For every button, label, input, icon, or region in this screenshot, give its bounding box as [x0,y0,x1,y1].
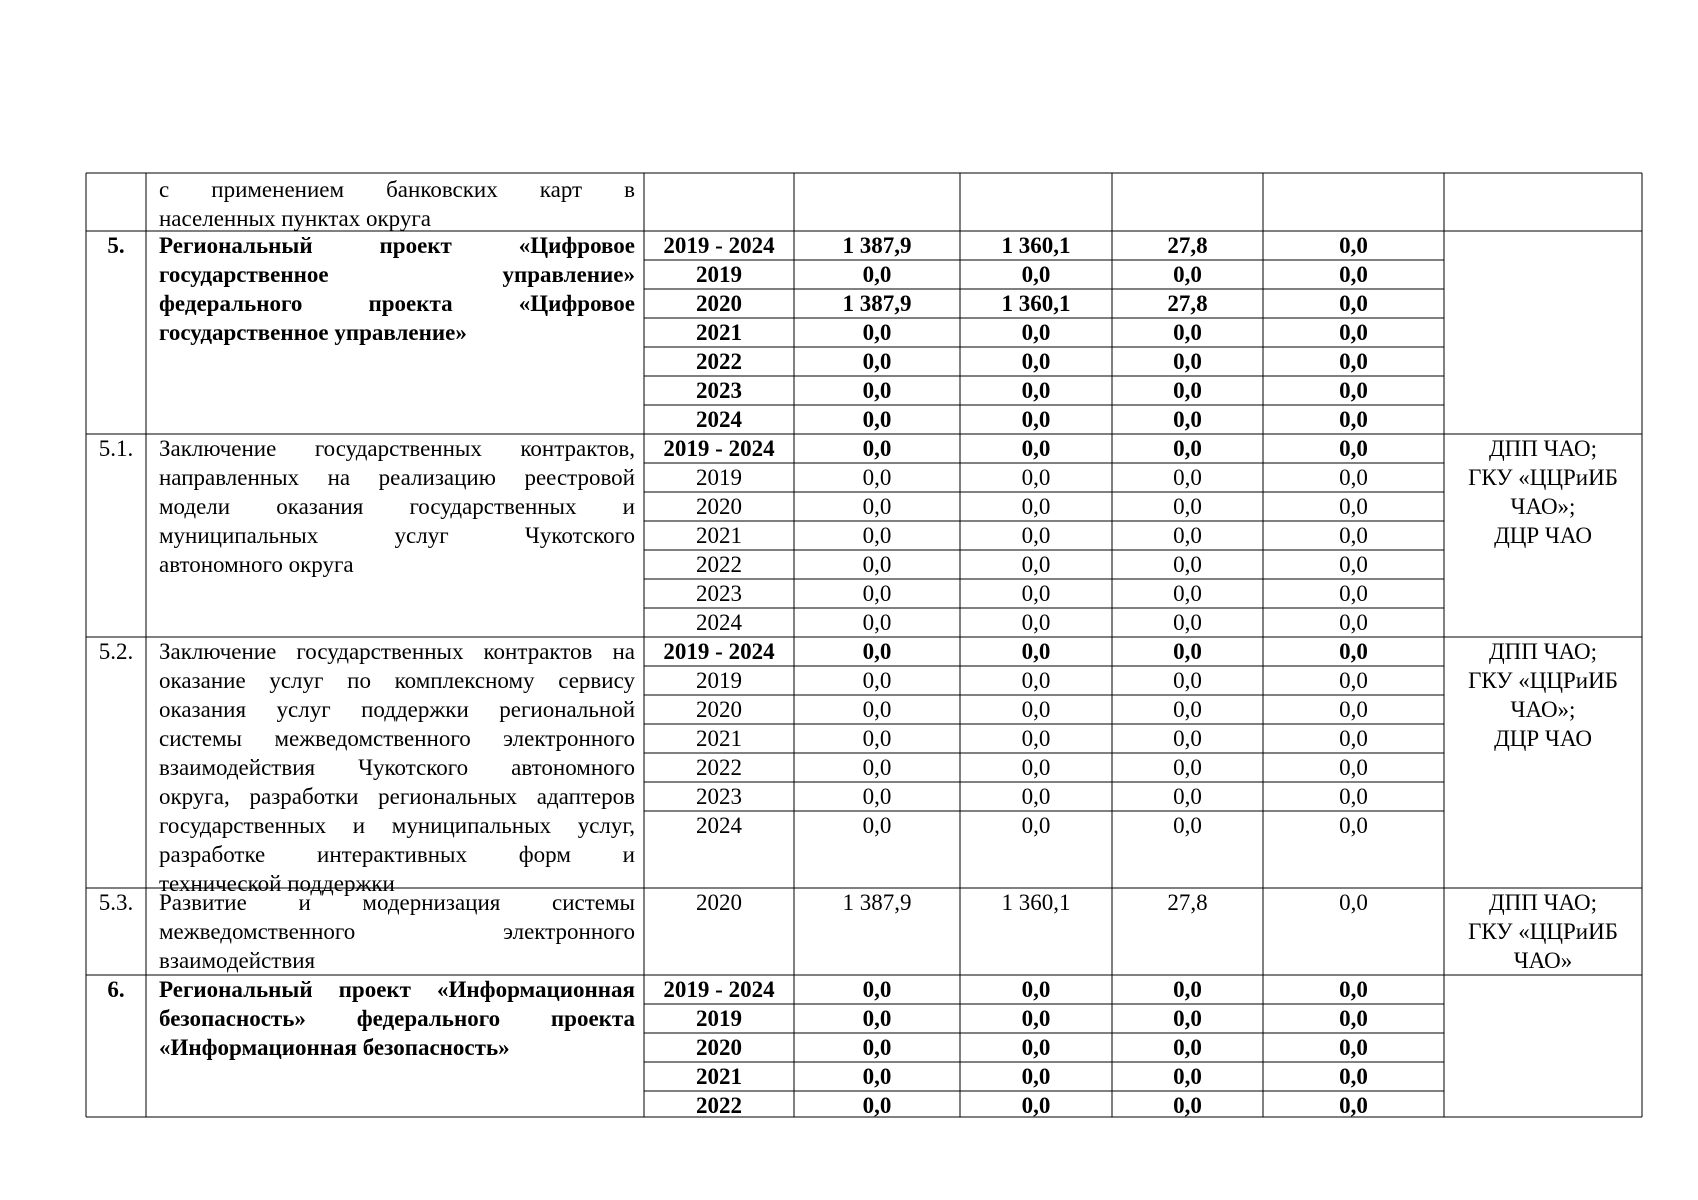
value-cell: 0,0 [1173,436,1202,461]
value-cell: 0,0 [1339,378,1368,403]
description-line: разработке интерактивных форм и [159,842,635,867]
description-line: муниципальных услуг Чукотского [159,523,635,548]
year-cell: 2020 [696,697,742,722]
value-cell: 0,0 [862,581,892,606]
value-cell: 0,0 [1021,668,1051,693]
executor-line: ЧАО»; [1510,697,1576,722]
description-line: населенных пунктах округа [159,206,432,231]
value-cell: 0,0 [1021,755,1051,780]
value-cell: 0,0 [862,1064,892,1089]
value-cell: 0,0 [1173,1064,1202,1089]
year-cell: 2022 [696,552,742,577]
value-cell: 0,0 [1021,581,1051,606]
value-cell: 0,0 [1339,639,1368,664]
description-line: модели оказания государственных и [159,494,635,519]
value-cell: 0,0 [1173,697,1202,722]
executor-line: ГКУ «ЦЦРиИБ [1468,919,1618,944]
value-cell: 0,0 [1173,813,1202,838]
value-cell: 0,0 [1339,494,1368,519]
value-cell: 1 387,9 [842,233,912,258]
executor-line: ДПП ЧАО; [1488,890,1598,915]
executor-line: ДПП ЧАО; [1488,639,1598,664]
value-cell: 0,0 [862,552,892,577]
value-cell: 0,0 [862,320,892,345]
year-cell: 2024 [696,407,742,432]
value-cell: 0,0 [1339,890,1368,915]
value-cell: 0,0 [1173,1035,1202,1060]
value-cell: 0,0 [1339,1035,1368,1060]
executor-line: ДЦР ЧАО [1494,523,1592,548]
value-cell: 27,8 [1167,233,1208,258]
year-cell: 2023 [696,581,742,606]
description-line: оказания услуг поддержки региональной [159,697,635,722]
value-cell: 0,0 [1021,378,1051,403]
value-cell: 0,0 [1339,1006,1368,1031]
value-cell: 1 360,1 [1001,890,1071,915]
value-cell: 0,0 [862,1035,892,1060]
year-cell: 2019 - 2024 [663,233,775,258]
value-cell: 0,0 [862,755,892,780]
value-cell: 0,0 [1173,755,1202,780]
value-cell: 0,0 [1173,784,1202,809]
value-cell: 0,0 [1021,494,1051,519]
description-line: с применением банковских карт в [159,177,635,202]
value-cell: 0,0 [1339,262,1368,287]
value-cell: 0,0 [1339,523,1368,548]
value-cell: 0,0 [1021,1006,1051,1031]
value-cell: 0,0 [862,436,892,461]
year-cell: 2019 - 2024 [663,436,775,461]
value-cell: 0,0 [1021,610,1051,635]
executor-line: ГКУ «ЦЦРиИБ [1468,668,1618,693]
value-cell: 0,0 [1173,262,1202,287]
description-line: Заключение государственных контрактов, [159,436,635,461]
description-line: Заключение государственных контрактов на [159,639,635,664]
value-cell: 0,0 [1173,1093,1202,1118]
value-cell: 1 387,9 [842,291,912,316]
value-cell: 0,0 [862,494,892,519]
description-line: государственное управление» [159,320,467,345]
year-cell: 2023 [696,784,742,809]
value-cell: 0,0 [1021,262,1051,287]
row-number: 5.2. [98,639,134,664]
value-cell: 0,0 [1021,977,1051,1002]
value-cell: 0,0 [1339,581,1368,606]
value-cell: 0,0 [1339,320,1368,345]
value-cell: 0,0 [862,639,892,664]
year-cell: 2022 [696,755,742,780]
value-cell: 0,0 [1173,552,1202,577]
value-cell: 0,0 [1339,697,1368,722]
year-cell: 2021 [696,1064,742,1089]
value-cell: 0,0 [1173,349,1202,374]
value-cell: 0,0 [862,349,892,374]
executor-line: ДПП ЧАО; [1488,436,1598,461]
value-cell: 0,0 [862,668,892,693]
value-cell: 0,0 [1173,726,1202,751]
value-cell: 0,0 [1173,581,1202,606]
value-cell: 0,0 [1021,1093,1051,1118]
value-cell: 0,0 [1021,436,1051,461]
executor-line: ДЦР ЧАО [1494,726,1592,751]
value-cell: 0,0 [1021,1064,1051,1089]
year-cell: 2020 [696,890,742,915]
value-cell: 0,0 [862,465,892,490]
description-line: округа, разработки региональных адаптеров [159,784,635,809]
value-cell: 0,0 [862,262,892,287]
value-cell: 0,0 [1173,1006,1202,1031]
value-cell: 0,0 [1021,407,1051,432]
year-cell: 2023 [696,378,742,403]
value-cell: 0,0 [1339,291,1368,316]
value-cell: 0,0 [1173,378,1202,403]
description-line: системы межведомственного электронного [159,726,635,751]
value-cell: 0,0 [1339,813,1368,838]
value-cell: 0,0 [1173,407,1202,432]
value-cell: 0,0 [1173,639,1202,664]
description-line: направленных на реализацию реестровой [159,465,635,490]
value-cell: 0,0 [1173,465,1202,490]
description-line: технической поддержки [159,871,395,896]
value-cell: 0,0 [1173,977,1202,1002]
row-number: 5.1. [98,436,134,461]
value-cell: 0,0 [862,697,892,722]
value-cell: 0,0 [862,977,892,1002]
value-cell: 0,0 [1339,726,1368,751]
year-cell: 2019 [696,465,742,490]
year-cell: 2019 - 2024 [663,639,775,664]
year-cell: 2019 [696,1006,742,1031]
value-cell: 0,0 [862,1006,892,1031]
value-cell: 0,0 [1339,784,1368,809]
description-line: федерального проекта «Цифровое [159,291,635,316]
value-cell: 0,0 [1173,610,1202,635]
value-cell: 0,0 [1339,610,1368,635]
description-line: Региональный проект «Информационная [159,977,635,1002]
row-number: 6. [107,977,125,1002]
value-cell: 0,0 [1339,465,1368,490]
value-cell: 0,0 [1021,784,1051,809]
value-cell: 0,0 [862,813,892,838]
description-line: оказание услуг по комплексному сервису [159,668,635,693]
year-cell: 2021 [696,320,742,345]
value-cell: 0,0 [1339,1093,1368,1118]
description-line: межведомственного электронного [159,919,635,944]
year-cell: 2021 [696,726,742,751]
executor-line: ЧАО» [1513,948,1573,973]
row-number: 5.3. [98,890,134,915]
value-cell: 0,0 [862,523,892,548]
year-cell: 2020 [696,494,742,519]
description-line: взаимодействия [159,948,316,973]
year-cell: 2024 [696,610,742,635]
year-cell: 2020 [696,1035,742,1060]
value-cell: 0,0 [1021,523,1051,548]
value-cell: 0,0 [1021,639,1051,664]
description-line: Развитие и модернизация системы [159,890,635,915]
description-line: государственное управление» [159,262,635,287]
value-cell: 0,0 [862,1093,892,1118]
value-cell: 0,0 [1021,1035,1051,1060]
value-cell: 0,0 [862,407,892,432]
value-cell: 27,8 [1167,890,1208,915]
value-cell: 0,0 [862,784,892,809]
value-cell: 0,0 [862,378,892,403]
executor-line: ЧАО»; [1510,494,1576,519]
value-cell: 0,0 [1021,697,1051,722]
value-cell: 0,0 [1339,407,1368,432]
value-cell: 0,0 [1339,233,1368,258]
value-cell: 0,0 [1021,349,1051,374]
description-line: Региональный проект «Цифровое [159,233,635,258]
executor-line: ГКУ «ЦЦРиИБ [1468,465,1618,490]
value-cell: 0,0 [862,726,892,751]
value-cell: 0,0 [1021,320,1051,345]
description-line: взаимодействия Чукотского автономного [159,755,635,780]
year-cell: 2019 [696,262,742,287]
value-cell: 0,0 [1021,552,1051,577]
value-cell: 0,0 [1339,552,1368,577]
year-cell: 2019 - 2024 [663,977,775,1002]
description-line: автономного округа [159,552,354,577]
value-cell: 0,0 [1339,977,1368,1002]
value-cell: 0,0 [1173,320,1202,345]
year-cell: 2019 [696,668,742,693]
value-cell: 1 387,9 [842,890,912,915]
year-cell: 2021 [696,523,742,548]
value-cell: 0,0 [1339,668,1368,693]
value-cell: 0,0 [1339,349,1368,374]
value-cell: 0,0 [1339,755,1368,780]
value-cell: 0,0 [1173,494,1202,519]
year-cell: 2022 [696,1093,742,1118]
year-cell: 2022 [696,349,742,374]
value-cell: 1 360,1 [1001,233,1071,258]
value-cell: 0,0 [1021,726,1051,751]
year-cell: 2024 [696,813,742,838]
value-cell: 1 360,1 [1001,291,1071,316]
year-cell: 2020 [696,291,742,316]
description-line: государственных и муниципальных услуг, [159,813,635,838]
description-line: «Информационная безопасность» [159,1035,510,1060]
value-cell: 0,0 [1021,465,1051,490]
description-line: безопасность» федерального проекта [159,1006,635,1031]
value-cell: 0,0 [1173,668,1202,693]
value-cell: 0,0 [1339,436,1368,461]
value-cell: 0,0 [1173,523,1202,548]
value-cell: 0,0 [1021,813,1051,838]
value-cell: 0,0 [1339,1064,1368,1089]
row-number: 5. [107,233,125,258]
value-cell: 0,0 [862,610,892,635]
value-cell: 27,8 [1167,291,1208,316]
